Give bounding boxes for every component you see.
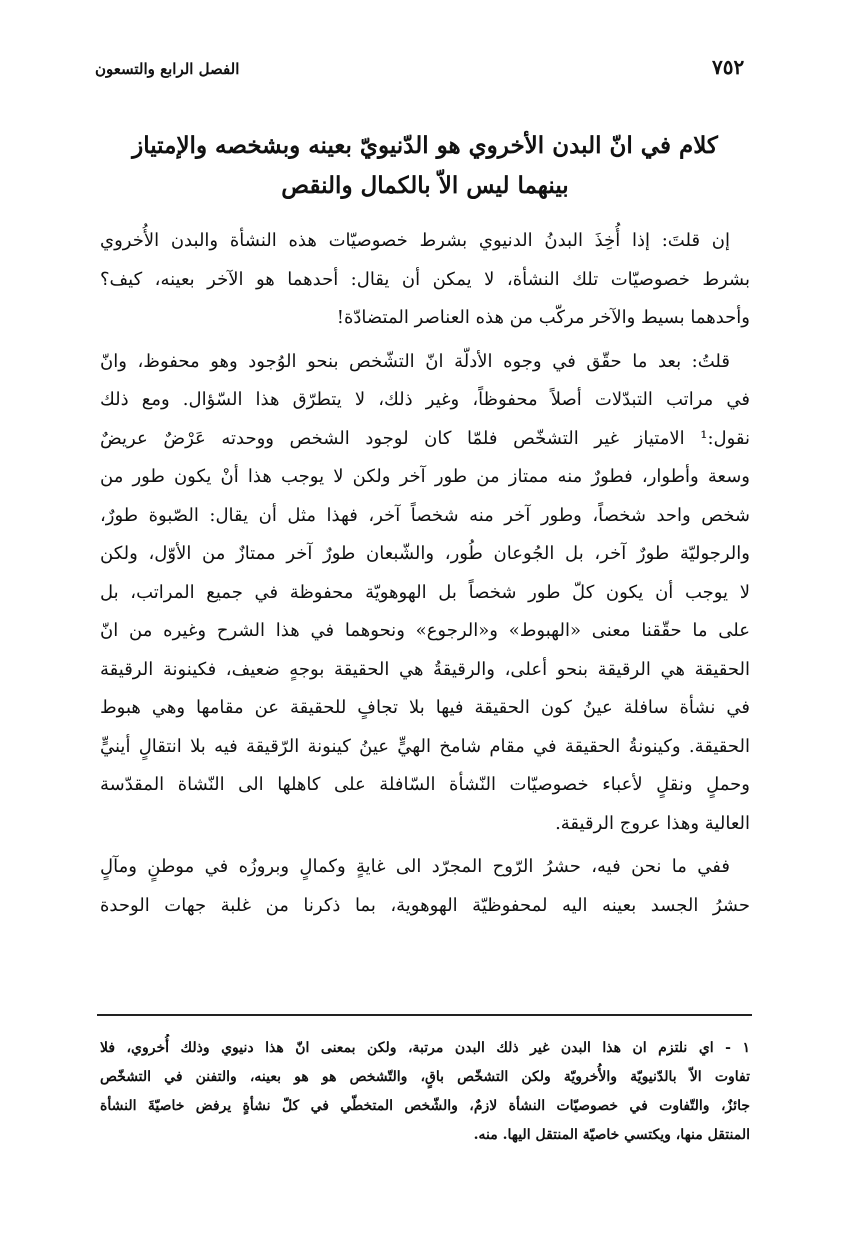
footnote-line: تفاوت الاّ بالدّنيويّة والأُخرويّة ولكن التشخّص باقٍ، والتّشخص هو هو بعينه، والتفنن في التشخّص — [100, 1069, 750, 1085]
paragraph-2 — [100, 343, 750, 844]
text-line: لا يوجب أن يكون كلّ طور شخصاً بل الهوهويّة محفوظة في جميع المراتب، بل — [100, 581, 750, 603]
text-line: وأحدهما بسيط والآخر مركّب من هذه العناصر المتضادّة! — [336, 307, 750, 328]
page-number: ٧٥٢ — [712, 55, 745, 79]
running-header: الفصل الرابع والتسعون — [95, 60, 240, 78]
footnote — [100, 1034, 750, 1150]
section-title-line-1: كلام في انّ البدن الأخروي هو الدّنيويّ بعينه وبشخصه والإمتياز — [132, 132, 718, 159]
text-line: شخص واحد شخصاً، وطور آخر منه شخصاً آخر، فهذا مثل أن يقال: الصّبوة طورٌ، — [100, 504, 750, 526]
text-line: نقول:¹ الامتياز غير التشخّص فلمّا كان لوجود الشخص ووحدته عَرْضٌ عريضٌ — [100, 427, 750, 449]
text-line: وحملٍ ونقلٍ لأعباء خصوصيّات النّشأة السّافلة على كاهلها الى النّشاة المقدّسة — [100, 774, 750, 795]
text-line: إن قلتَ: إذا أُخِذَ البدنُ الدنيوي بشرط خصوصيّات هذه النشأة والبدن الأُخروي — [100, 230, 730, 251]
footnote-line: ١ - اي نلتزم ان هذا البدن غير ذلك البدن مرتبة، ولكن بمعنى انّ هذا دنيوي وذلك أُخروي، فلا — [100, 1040, 750, 1056]
footnote-line: المنتقل منها، ويكتسي خاصيّة المنتقل اليها. منه. — [473, 1127, 750, 1143]
text-line: على ما حقّقنا معنى «الهبوط» و«الرجوع» ونحوهما في هذا الشرح وغيره من انّ — [100, 620, 750, 641]
text-line: ففي ما نحن فيه، حشرُ الرّوح المجرّد الى غايةٍ وكمالٍ وبروزُه في موطنٍ ومآلٍ — [100, 856, 730, 877]
text-line: العالية وهذا عروج الرقيقة. — [555, 812, 750, 834]
text-line: قلتُ: بعد ما حقّق في وجوه الأدلّة انّ التشّخص بنحو الوُجود وهو محفوظ، وانّ — [100, 350, 730, 372]
text-line: وسعة وأطوار، فطورٌ منه ممتاز من طور آخر ولكن لا يوجب هذا أنْ يكون طور من — [100, 466, 750, 487]
footnote-line: جائزٌ، والتّفاوت في خصوصيّات النشأة لازمٌ، والشّخص المتخطّي في كلّ نشأةٍ يرفض خاصيّةَ النشأة — [100, 1098, 750, 1114]
text-line: والرجوليّة طورٌ آخر، بل الجُوعان طُور، والشّبعان طورٌ آخر ممتازٌ من الأوّل، ولكن — [100, 543, 750, 564]
paragraph-1 — [100, 222, 750, 338]
text-line: حشرُ الجسد بعينه اليه لمحفوظيّة الهوهوية، بما ذكرنا من غلبة جهات الوحدة — [100, 894, 750, 916]
section-title-line-2: بينهما ليس الاّ بالكمال والنقص — [281, 172, 569, 199]
footnote-divider — [97, 1014, 752, 1016]
text-line: في نشأة سافلة عينُ كون الحقيقة فيها بلا تجافٍ للحقيقة عن مقامها وهي هبوط — [100, 697, 750, 718]
text-line: الحقيقة. وكينونةُ الحقيقة في مقام شامخ الهيٍّ عينُ كينونة الرّقيقة فيه بلا انتقالٍ أينيٍّ — [100, 735, 750, 757]
text-line: بشرط خصوصيّات تلك النشأة، لا يمكن أن يقال: أحدهما هو الآخر بعينه، كيف؟ — [100, 268, 750, 290]
text-line: في مراتب التبدّلات أصلاً محفوظاً، وغير ذلك، لا يتطرّق هذا السّؤال. ومع ذلك — [100, 389, 750, 410]
text-line: الحقيقة هي الرقيقة بنحو أعلى، والرقيقةُ هي الحقيقة بوجهٍ ضعيف، فكينونة الرقيقة — [100, 658, 750, 680]
body-text — [100, 222, 750, 925]
paragraph-3 — [100, 848, 750, 925]
